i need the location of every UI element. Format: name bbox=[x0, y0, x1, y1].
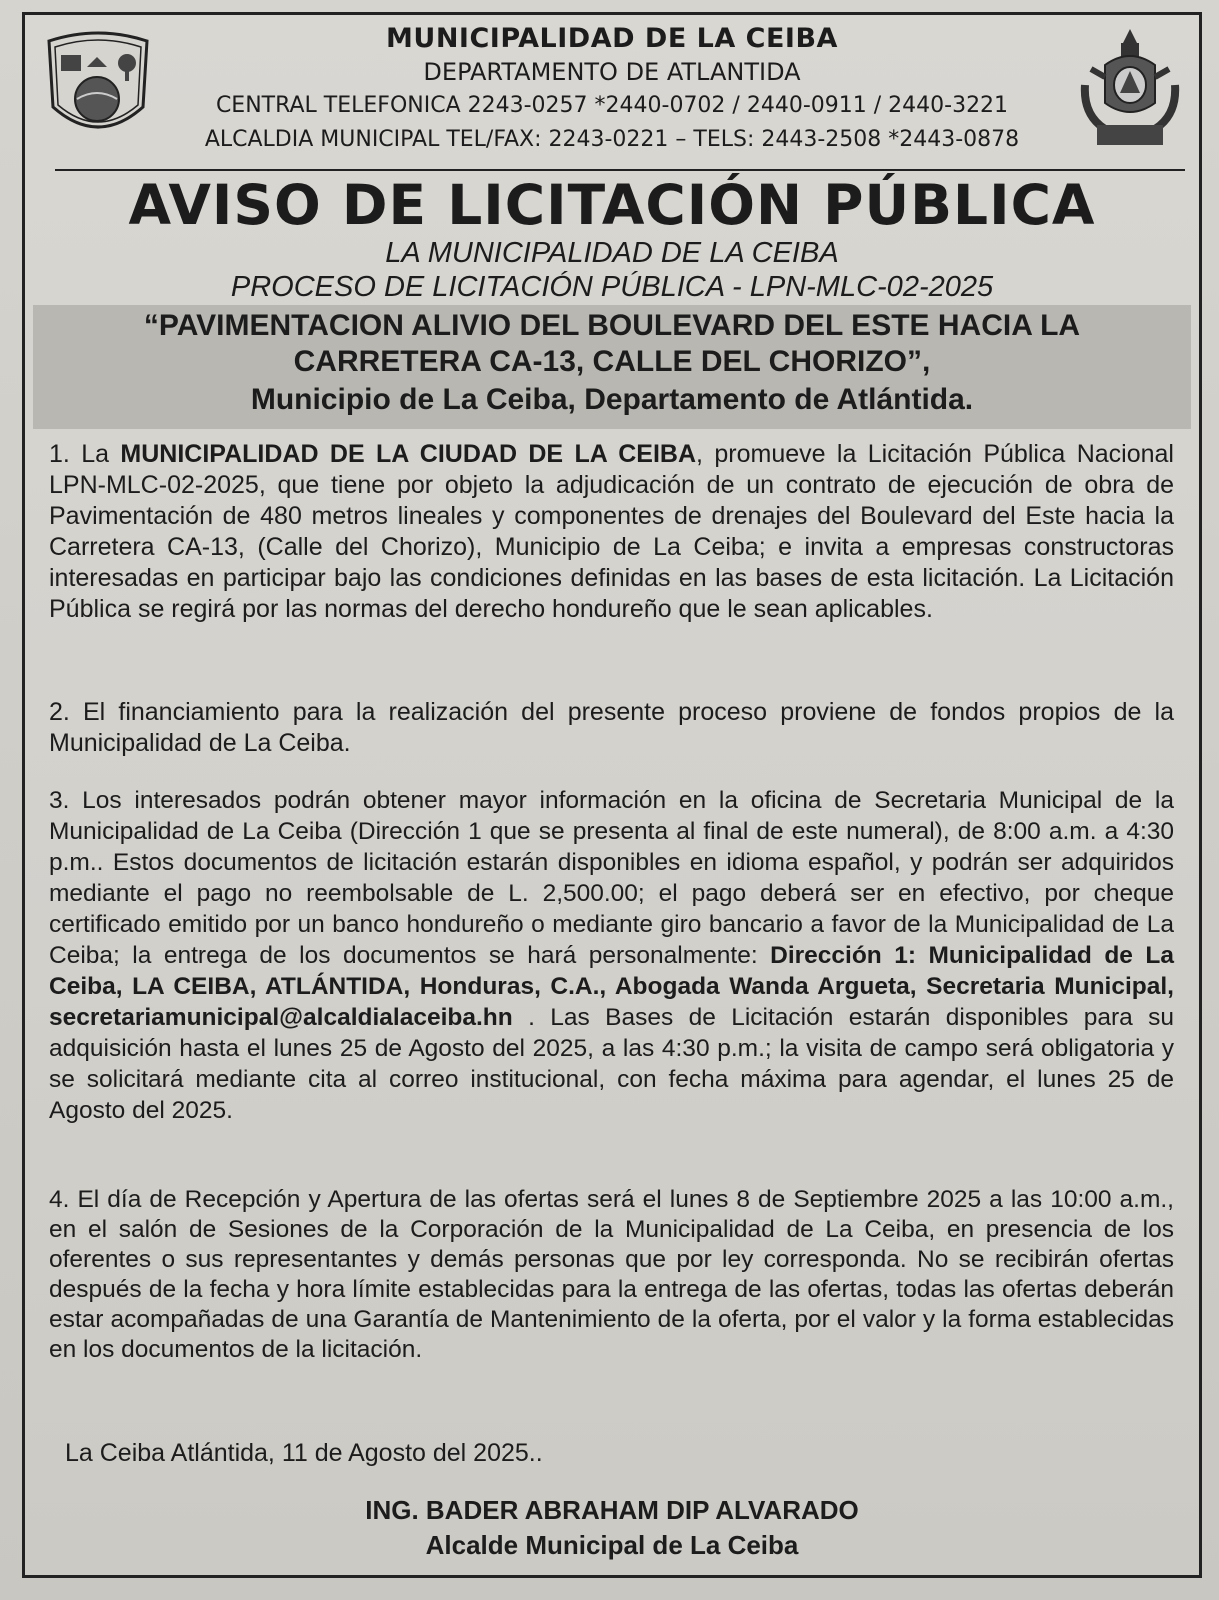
paragraph-1 bbox=[49, 439, 1174, 625]
para3-pre: 3. Los interesados podrán obtener mayor información en la oficina de Secretaria Municipal de la Municipalidad de La Ceiba (Dirección 1 que se presenta al final de este numeral), de 8:00 a.m. a 4:30 p.m.. Estos documentos de licitación estarán disponibles en idioma español, y podrán ser adquiridos mediante el pago no reembolsable de L. 2,500.00; el pago deberá ser en efectivo, por cheque certificado emitido por un banco hondureño o mediante giro bancario a favor de la Municipalidad de La Ceiba; la entrega de los documentos se hará personalmente: bbox=[49, 787, 1174, 969]
para1-pre: 1. La bbox=[49, 440, 121, 468]
signatory-role: Alcalde Municipal de La Ceiba bbox=[425, 1530, 799, 1560]
para1-post: , promueve la Licitación Pública Nacional LPN-MLC-02-2025, que tiene por objeto la adjudicación de un contrato de ejecución de obra de Pavimentación de 480 metros lineales y componentes de drenajes del Boulevard del Este hacia la Carretera CA-13, (Calle del Chorizo), Municipio de La Ceiba; e invita a empresas constructoras interesadas en participar bajo las condiciones definidas en las bases de esta licitación. La Licitación Pública se regirá por las normas del derecho hondureño que le sean aplicables. bbox=[49, 440, 1174, 623]
project-title-line1: “PAVIMENTACION ALIVIO DEL BOULEVARD DEL ESTE HACIA LA bbox=[143, 309, 1081, 342]
paragraph-2: 2. El financiamiento para la realización del presente proceso proviene de fondos propios de la Municipalidad de La Ceiba. bbox=[49, 698, 1174, 757]
header-divider bbox=[55, 169, 1185, 171]
notice-title: AVISO DE LICITACIÓN PÚBLICA bbox=[128, 173, 1096, 237]
para3-bold-address: Dirección 1: Municipalidad de La Ceiba, LA CEIBA, ATLÁNTIDA, Honduras, C.A., Abogada Wanda Argueta, Secretaria Municipal, secretariamunicipal@alcaldialaceiba.hn bbox=[49, 942, 1174, 1031]
paragraph-4: 4. El día de Recepción y Apertura de las ofertas será el lunes 8 de Septiembre 2025 a las 10:00 a.m., en el salón de Sesiones de la Corporación de la Municipalidad de La Ceiba, en presencia de los oferentes o sus representantes y demás personas que por ley corresponda. No se recibirán ofertas después de la fecha y hora límite establecidas para la entrega de las ofertas, todas las ofertas deberán estar acompañadas de una Garantía de Mantenimiento de la oferta, por el valor y la forma establecidas en los documentos de la licitación. bbox=[49, 1186, 1174, 1363]
notice-header bbox=[25, 15, 1199, 165]
signatory-name: ING. BADER ABRAHAM DIP ALVARADO bbox=[365, 1495, 859, 1525]
honduras-coat-of-arms-icon bbox=[1075, 25, 1185, 151]
subtitle-municipality: LA MUNICIPALIDAD DE LA CEIBA bbox=[385, 237, 839, 269]
department-name: DEPARTAMENTO DE ATLANTIDA bbox=[423, 58, 801, 86]
project-location: Municipio de La Ceiba, Departamento de Atlántida. bbox=[250, 383, 974, 416]
issue-date: La Ceiba Atlántida, 11 de Agosto del 2025.. bbox=[65, 1439, 543, 1467]
para3-post: . Las Bases de Licitación estarán disponibles para su adquisición hasta el lunes 25 de Agosto del 2025, a las 4:30 p.m.; la visita de campo será obligatoria y se solicitará mediante cita al correo institucional, con fecha máxima para agendar, el lunes 25 de Agosto del 2025. bbox=[49, 1004, 1174, 1124]
notice-box bbox=[22, 12, 1202, 1578]
project-title-line2: CARRETERA CA-13, CALLE DEL CHORIZO”, bbox=[293, 345, 931, 378]
office-phones: ALCALDIA MUNICIPAL TEL/FAX: 2243-0221 – TELS: 2443-2508 *2443-0878 bbox=[204, 127, 1020, 152]
org-name: MUNICIPALIDAD DE LA CEIBA bbox=[386, 23, 838, 54]
central-phones: CENTRAL TELEFONICA 2243-0257 *2440-0702 / 2440-0911 / 2440-3221 bbox=[215, 93, 1009, 118]
paragraph-3 bbox=[49, 785, 1174, 1126]
para1-bold: MUNICIPALIDAD DE LA CIUDAD DE LA CEIBA bbox=[120, 440, 697, 468]
subtitle-process: PROCESO DE LICITACIÓN PÚBLICA - LPN-MLC-02-2025 bbox=[230, 271, 994, 303]
